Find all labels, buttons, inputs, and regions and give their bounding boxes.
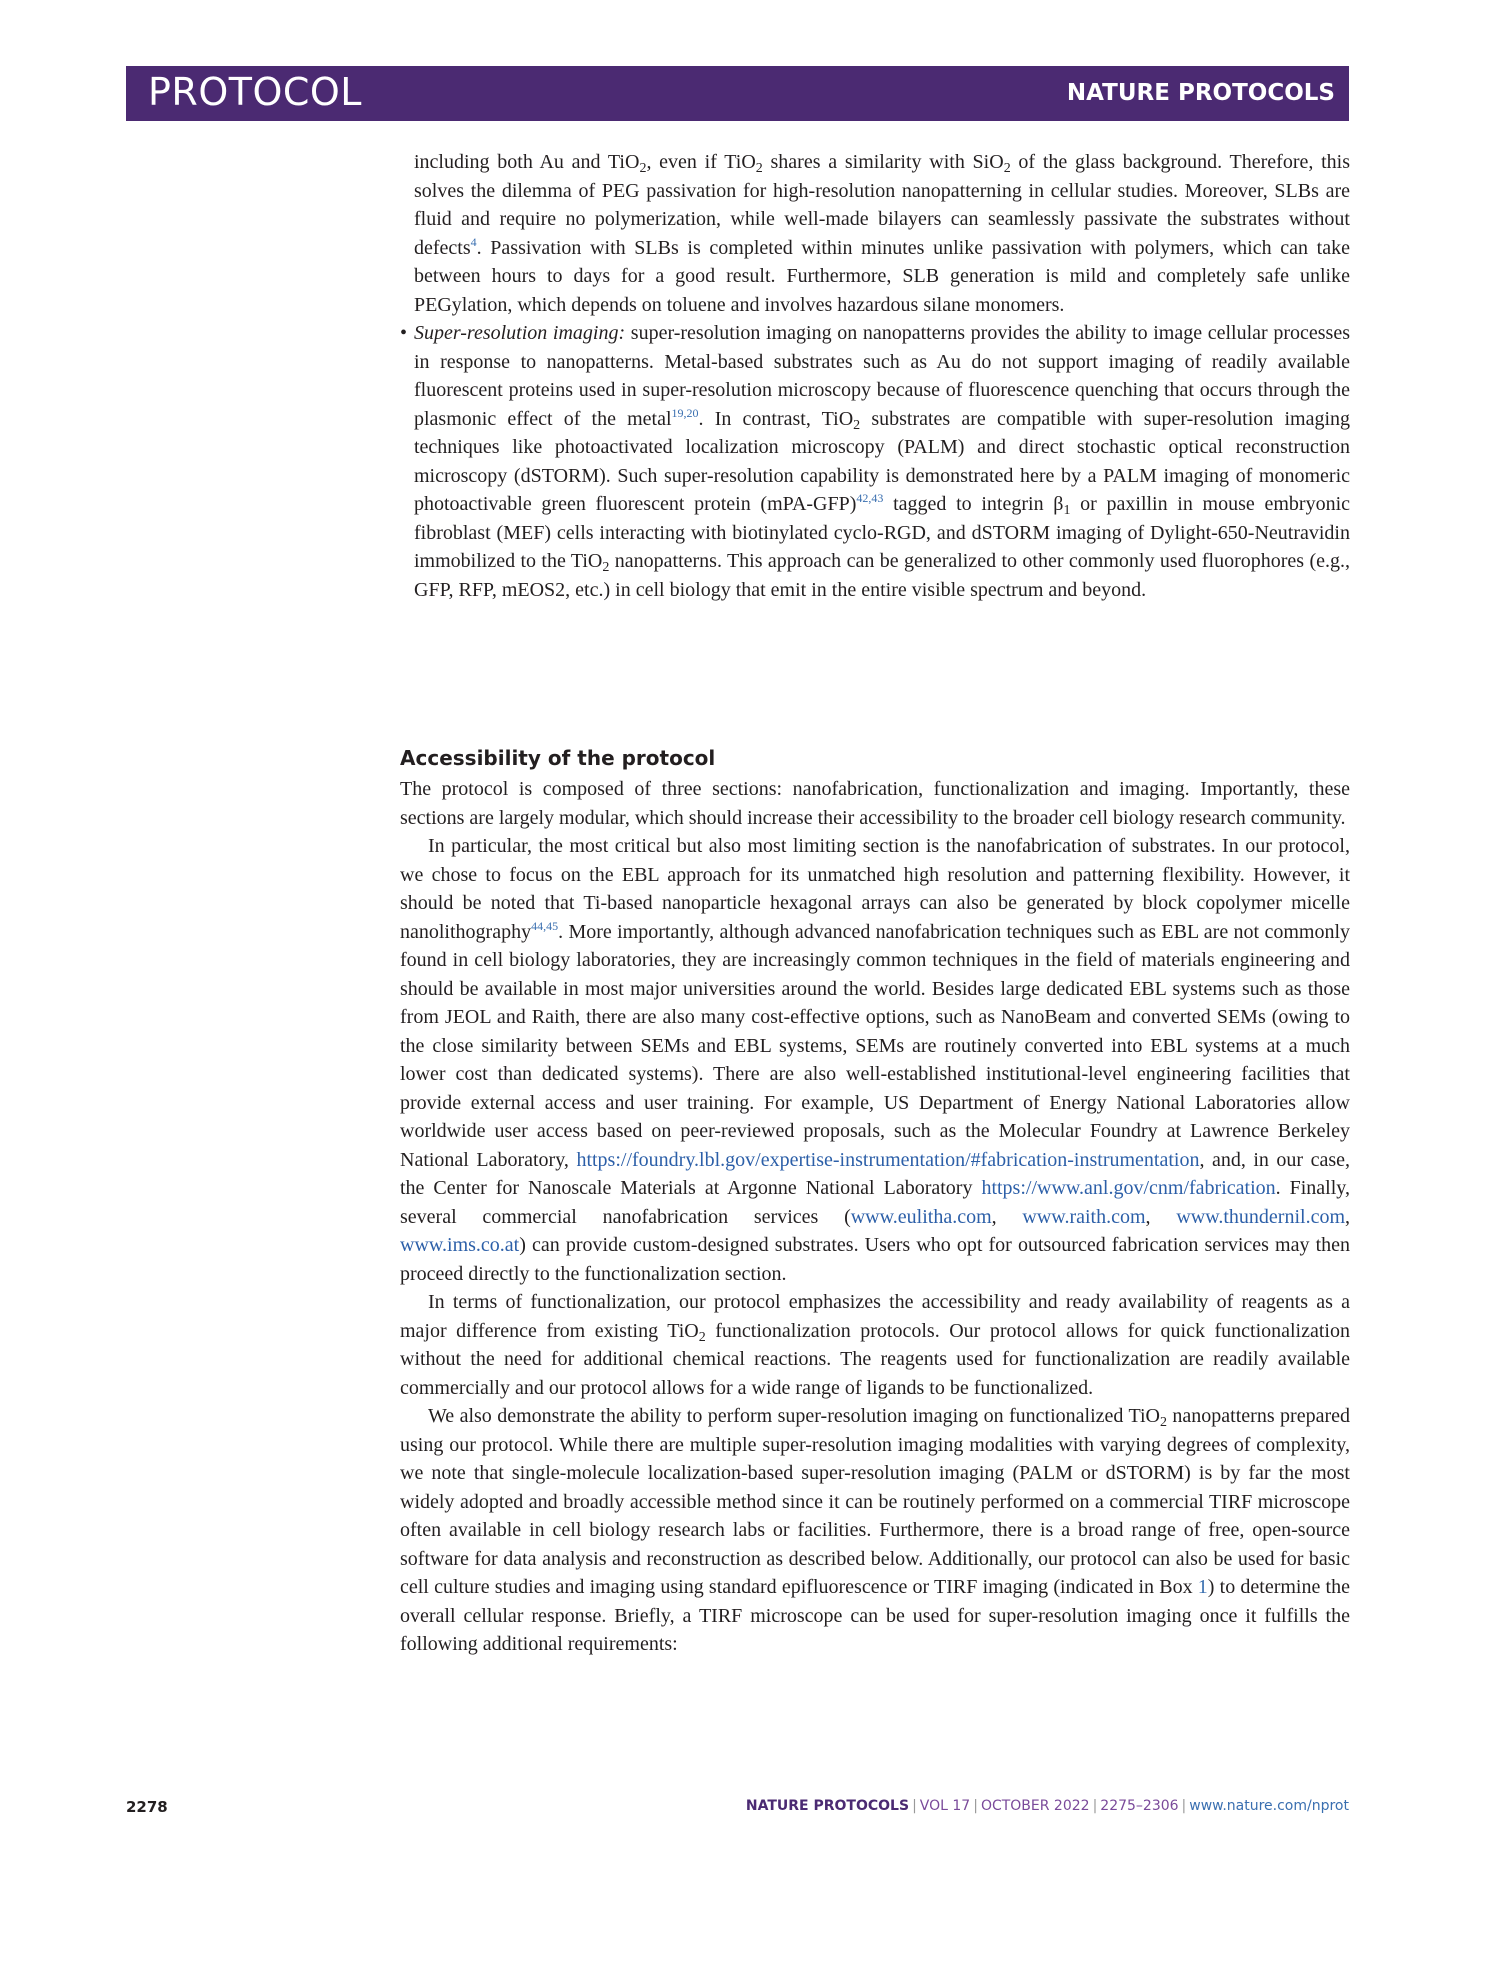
link-ims[interactable]: www.ims.co.at <box>400 1234 520 1256</box>
footer-pages: 2275–2306 <box>1100 1798 1179 1814</box>
paragraph: The protocol is composed of three sections: nanofabrication, functionalization and imaging. Importantly, these sections are largely modular, which should increase their accessibility to the broader cell biology research community. <box>400 778 1350 829</box>
citation[interactable]: 42,43 <box>856 491 884 505</box>
footer-date: OCTOBER 2022 <box>980 1798 1090 1814</box>
continued-text <box>400 148 1350 604</box>
link-thundernil[interactable]: www.thundernil.com <box>1176 1205 1346 1228</box>
footer-volume: VOL 17 <box>919 1798 971 1814</box>
page-number: 2278 <box>126 1798 168 1816</box>
section-body <box>400 775 1350 1659</box>
footer-url[interactable]: www.nature.com/nprot <box>1189 1798 1349 1814</box>
citation[interactable]: 4 <box>470 234 477 249</box>
link-anl[interactable]: https://www.anl.gov/cnm/fabrication <box>981 1177 1276 1199</box>
paragraph: In particular, the most critical but also most limiting section is the nanofabrication of substrates. In our protocol, we chose to focus on the EBL approach for its unmatched high resolution and patterning flexibility. However, it should be noted that Ti-based nanoparticle hexagonal arrays can also be generated by block copolymer micelle nanolithography$^{44,45}$. More importantly, although advanced nanofabrication techniques such as EBL are not commonly found in cell biology laboratories, they are increasingly common techniques in the field of materials engineering and should be available in most major universities around the world. Besides large dedicated EBL systems such as those from JEOL and Raith, there are also many cost-effective options, such as NanoBeam and converted SEMs (owing to the close similarity between SEMs and EBL systems, SEMs are routinely converted into EBL systems at a much lower cost than dedicated systems). There are also well-established institutional-level engineering facilities that provide external access and user training. For example, US Department of Energy National Laboratories allow worldwide user access based on peer-reviewed proposals, such as the Molecular Foundry at Lawrence Berkeley National Laboratory, https://foundry.lbl.gov/expertise-instrumentation/#fabrication-instrumentation, and, in our case, the Center for Nanoscale Materials at Argonne National Laboratory https://www.anl.gov/cnm/fabrication. Finally, several commercial nanofabrication services (www.eulitha.com, www.raith.com, www.thundernil.com, www.ims.co.at) can provide custom-designed substrates. Users who opt for outsourced fabrication services may then proceed directly to the functionalization section. <box>400 835 1351 1285</box>
bullet-super-resolution: • Super-resolution imaging: super-resolution imaging on nanopatterns provides the ability to image cellular processes in response to nanopatterns. Metal-based substrates such as Au do not support imaging of readily available fluorescent proteins used in super-resolution microscopy because of fluorescence quenching that occurs through the plasmonic effect of the metal$^{19,20}$. In contrast, TiO$_2$ substrates are compatible with super-resolution imaging techniques like photoactivated localization microscopy (PALM) and direct stochastic optical reconstruction microscopy (dSTORM). Such super-resolution capability is demonstrated here by a PALM imaging of monomeric photoactivable green fluorescent protein (mPA-GFP)$^{42,43}$ tagged to integrin $\beta_1$ or paxillin in mouse embryonic fibroblast (MEF) cells interacting with biotinylated cyclo-RGD, and dSTORM imaging of Dylight-650-Neutravidin immobilized to the TiO$_2$ nanopatterns. This approach can be generalized to other commonly used fluorophores (e.g., GFP, RFP, mEOS2, etc.) in cell biology that emit in the entire visible spectrum and beyond. <box>400 319 1350 604</box>
header-bar <box>126 66 1349 121</box>
link-foundry[interactable]: https://foundry.lbl.gov/expertise-instrumentation/#fabrication-instrumentation <box>576 1148 1200 1171</box>
link-eulitha[interactable]: www.eulitha.com <box>850 1205 992 1228</box>
section-label: PROTOCOL <box>148 70 362 114</box>
citation[interactable]: 19,20 <box>671 405 699 420</box>
paragraph: We also demonstrate the ability to perform super-resolution imaging on functionalized TiO$_2$ nanopatterns prepared using our protocol. While there are multiple super-resolution imaging modalities with varying degrees of complexity, we note that single-molecule localization-based super-resolution imaging (PALM or dSTORM) is by far the most widely adopted and broadly accessible method since it can be routinely performed on a commercial TIRF microscope often available in cell biology research labs or facilities. Furthermore, there is a broad range of free, open-source software for data analysis and reconstruction as described below. Additionally, our protocol can also be used for basic cell culture studies and imaging using standard epifluorescence or TIRF imaging (indicated in Box 1) to determine the overall cellular response. Briefly, a TIRF microscope can be used for super-resolution imaging once it fulfills the following additional requirements: <box>400 1405 1350 1655</box>
box-link[interactable]: 1 <box>1197 1576 1208 1598</box>
paragraph: In terms of functionalization, our protocol emphasizes the accessibility and ready availability of reagents as a major difference from existing TiO$_2$ functionalization protocols. Our protocol allows for quick functionalization without the need for additional chemical reactions. The reagents used for functionalization are readily available commercially and our protocol allows for a wide range of ligands to be functionalized. <box>400 1291 1350 1399</box>
footer-journal: NATURE PROTOCOLS <box>745 1798 910 1814</box>
section-heading: Accessibility of the protocol <box>400 746 716 770</box>
footer-citation: NATURE PROTOCOLS | VOL 17 | OCTOBER 2022 | 2275–2306 | www.nature.com/nprot <box>745 1798 1349 1814</box>
journal-name: NATURE PROTOCOLS <box>1066 80 1335 106</box>
citation[interactable]: 44,45 <box>531 918 559 933</box>
link-raith[interactable]: www.raith.com <box>1022 1205 1146 1228</box>
paragraph-slb: including both Au and TiO$_2$, even if TiO$_2$ shares a similarity with SiO$_2$ of the glass background. Therefore, this solves the dilemma of PEG passivation for high-resolution nanopatterning in cellular studies. Moreover, SLBs are fluid and require no polymerization, while well-made bilayers can seamlessly passivate the substrates without defects$^4$. Passivation with SLBs is completed within minutes unlike passivation with polymers, which can take between hours to days for a good result. Furthermore, SLB generation is mild and completely safe unlike PEGylation, which depends on toluene and involves hazardous silane monomers. <box>414 151 1350 316</box>
